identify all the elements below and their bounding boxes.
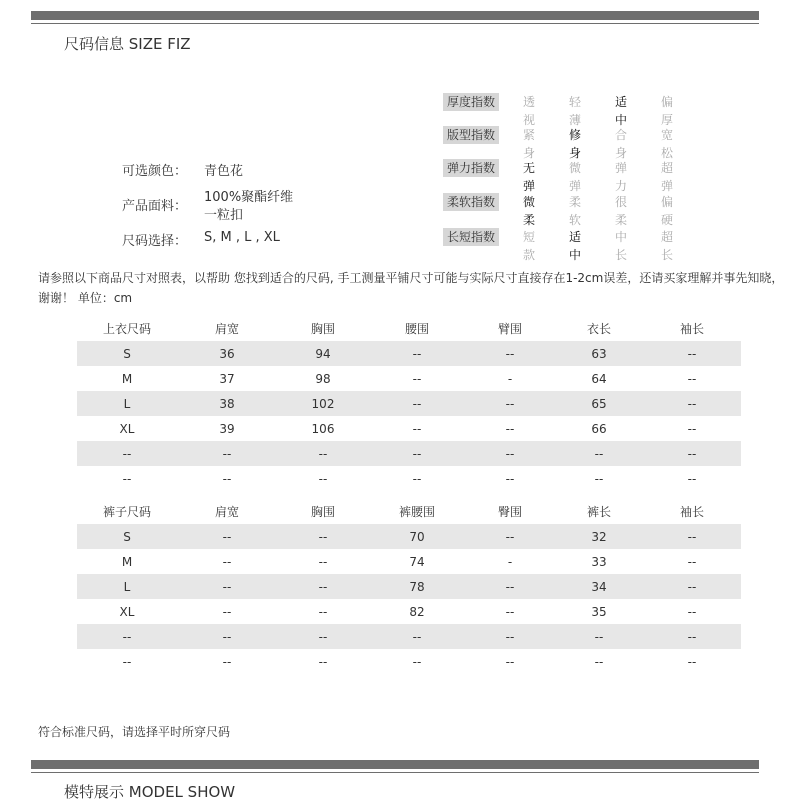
table-cell: XL — [119, 421, 135, 436]
table-cell: -- — [465, 341, 555, 366]
column-header: 肩宽 — [214, 321, 239, 336]
index-option: 适中 — [569, 230, 582, 262]
index-label: 弹力指数 — [443, 159, 499, 177]
index-option: 微弹 — [569, 161, 582, 193]
table-row — [77, 466, 741, 491]
column-header: 上衣尺码 — [102, 321, 151, 336]
table-cell: -- — [465, 441, 555, 466]
table-cell: 33 — [591, 554, 607, 569]
table-cell: -- — [369, 441, 465, 466]
table-cell: 37 — [219, 371, 235, 386]
index-option: 短款 — [523, 230, 536, 262]
fabric-value-2: 一粒扣 — [204, 208, 244, 223]
table-cell: -- — [643, 441, 741, 466]
index-option: 柔软 — [569, 195, 582, 227]
table-cell: 63 — [555, 341, 643, 366]
table-cell: -- — [77, 624, 177, 649]
column-header: 腰围 — [404, 321, 429, 336]
table-cell: M — [121, 371, 133, 386]
index-option: 合身 — [615, 128, 628, 160]
table-cell: -- — [594, 654, 604, 669]
table-cell: -- — [412, 421, 422, 436]
table-cell: 36 — [177, 341, 277, 366]
table-header-row — [77, 315, 741, 341]
table-cell: 65 — [555, 391, 643, 416]
index-option: 偏硬 — [661, 195, 674, 227]
table-row — [77, 549, 741, 574]
size-select-label: 尺码选择： — [122, 234, 188, 249]
table-cell: L — [77, 574, 177, 599]
table-cell: -- — [643, 524, 741, 549]
table-cell: -- — [277, 524, 369, 549]
index-option: 适中 — [615, 95, 628, 127]
table-cell: XL — [119, 604, 135, 619]
table-cell: L — [77, 391, 177, 416]
table-cell: -- — [369, 624, 465, 649]
table-cell: -- — [412, 471, 422, 486]
index-option: 中长 — [615, 230, 628, 262]
table-row — [77, 366, 741, 391]
index-option: 偏厚 — [661, 95, 674, 127]
column-header: 袖长 — [679, 321, 704, 336]
table-cell: 34 — [555, 574, 643, 599]
table-cell: 32 — [555, 524, 643, 549]
table-cell: 35 — [591, 604, 607, 619]
table-row — [77, 524, 741, 549]
table-cell: 94 — [277, 341, 369, 366]
column-header: 裤长 — [586, 504, 611, 519]
table-cell: -- — [687, 371, 697, 386]
table-cell: -- — [687, 421, 697, 436]
color-value: 青色花 — [204, 164, 244, 179]
table-cell: -- — [643, 391, 741, 416]
table-cell: -- — [687, 654, 697, 669]
index-option: 紧身 — [523, 128, 536, 160]
table-cell: 39 — [219, 421, 235, 436]
table-cell: -- — [643, 574, 741, 599]
table-cell: M — [121, 554, 133, 569]
table-cell: -- — [412, 371, 422, 386]
index-option: 宽松 — [661, 128, 674, 160]
table-header-row — [77, 498, 741, 524]
size-select-value: S, M , L , XL — [204, 230, 280, 245]
table-cell: -- — [318, 471, 328, 486]
table-row — [77, 624, 741, 649]
index-option: 超长 — [661, 230, 674, 262]
table-cell: -- — [687, 554, 697, 569]
color-label: 可选颜色： — [122, 164, 188, 179]
table-cell: S — [77, 341, 177, 366]
index-option: 无弹 — [523, 161, 536, 193]
table-cell: -- — [77, 441, 177, 466]
table-cell: -- — [369, 341, 465, 366]
index-label: 厚度指数 — [443, 93, 499, 111]
index-option: 透视 — [523, 95, 536, 127]
table-cell: -- — [465, 624, 555, 649]
table-cell: -- — [177, 624, 277, 649]
column-header: 裤腰围 — [398, 504, 435, 519]
table-cell: -- — [222, 604, 232, 619]
table-cell: 102 — [277, 391, 369, 416]
size-description: 请参照以下商品尺寸对照表，以帮助 您找到适合的尺码, 手工测量平铺尺寸可能与实际尺寸直接存在1-2cm误差，还请买家理解并事先知晓，谢谢！ 单位：cm — [38, 271, 784, 305]
index-option: 微柔 — [523, 195, 536, 227]
column-header: 臂围 — [497, 321, 522, 336]
index-option: 很柔 — [615, 195, 628, 227]
table-cell: -- — [122, 654, 132, 669]
table-cell: -- — [555, 624, 643, 649]
table-cell: -- — [643, 624, 741, 649]
table-cell: 64 — [591, 371, 607, 386]
table-cell: -- — [505, 604, 515, 619]
table-cell: -- — [594, 471, 604, 486]
table-cell: -- — [222, 554, 232, 569]
table-row — [77, 649, 741, 674]
table-cell: -- — [222, 654, 232, 669]
column-header: 胸围 — [310, 504, 335, 519]
table-cell: 98 — [315, 371, 331, 386]
section-bar-model — [31, 760, 759, 769]
column-header: 胸围 — [310, 321, 335, 336]
table-cell: 78 — [369, 574, 465, 599]
index-option: 弹力 — [615, 161, 628, 193]
top-size-table — [77, 315, 741, 491]
index-option: 修身 — [569, 128, 582, 160]
table-cell: -- — [122, 471, 132, 486]
table-cell: S — [77, 524, 177, 549]
index-option: 超弹 — [661, 161, 674, 193]
size-section-title: 尺码信息 SIZE FIZ — [64, 35, 191, 53]
column-header: 臀围 — [497, 504, 522, 519]
table-cell: - — [507, 371, 513, 386]
table-row — [77, 441, 741, 466]
table-row — [77, 391, 741, 416]
section-bar-model-line — [31, 772, 759, 773]
table-cell: -- — [369, 391, 465, 416]
table-cell: -- — [687, 604, 697, 619]
index-label: 柔软指数 — [443, 193, 499, 211]
table-row — [77, 599, 741, 624]
table-cell: -- — [277, 624, 369, 649]
table-cell: -- — [505, 421, 515, 436]
table-cell: - — [507, 554, 513, 569]
table-cell: -- — [318, 554, 328, 569]
table-row — [77, 341, 741, 366]
table-cell: -- — [177, 441, 277, 466]
table-cell: -- — [465, 574, 555, 599]
table-row — [77, 416, 741, 441]
pants-size-table — [77, 498, 741, 674]
table-cell: 74 — [409, 554, 425, 569]
table-cell: -- — [412, 654, 422, 669]
table-cell: -- — [318, 654, 328, 669]
table-cell: -- — [555, 441, 643, 466]
index-label: 长短指数 — [443, 228, 499, 246]
table-cell: -- — [277, 441, 369, 466]
index-option: 轻薄 — [569, 95, 582, 127]
table-cell: 66 — [591, 421, 607, 436]
table-cell: -- — [465, 524, 555, 549]
table-cell: -- — [465, 391, 555, 416]
column-header: 裤子尺码 — [102, 504, 151, 519]
column-header: 衣长 — [586, 321, 611, 336]
table-cell: -- — [277, 574, 369, 599]
section-bar-top-line — [31, 23, 759, 24]
table-cell: 106 — [311, 421, 335, 436]
table-cell: -- — [505, 471, 515, 486]
index-label: 版型指数 — [443, 126, 499, 144]
section-bar-top — [31, 11, 759, 20]
table-cell: -- — [318, 604, 328, 619]
model-section-title: 模特展示 MODEL SHOW — [64, 783, 236, 801]
table-cell: 82 — [409, 604, 425, 619]
column-header: 袖长 — [679, 504, 704, 519]
table-cell: -- — [505, 654, 515, 669]
fabric-label: 产品面料： — [122, 199, 188, 214]
table-cell: -- — [687, 471, 697, 486]
table-cell: -- — [643, 341, 741, 366]
table-cell: -- — [177, 524, 277, 549]
column-header: 肩宽 — [214, 504, 239, 519]
size-note: 符合标准尺码，请选择平时所穿尺码 — [38, 725, 231, 739]
table-cell: -- — [177, 574, 277, 599]
table-cell: 38 — [177, 391, 277, 416]
table-row — [77, 574, 741, 599]
table-cell: -- — [222, 471, 232, 486]
fabric-value: 100%聚酯纤维 — [204, 190, 294, 205]
table-cell: 70 — [369, 524, 465, 549]
